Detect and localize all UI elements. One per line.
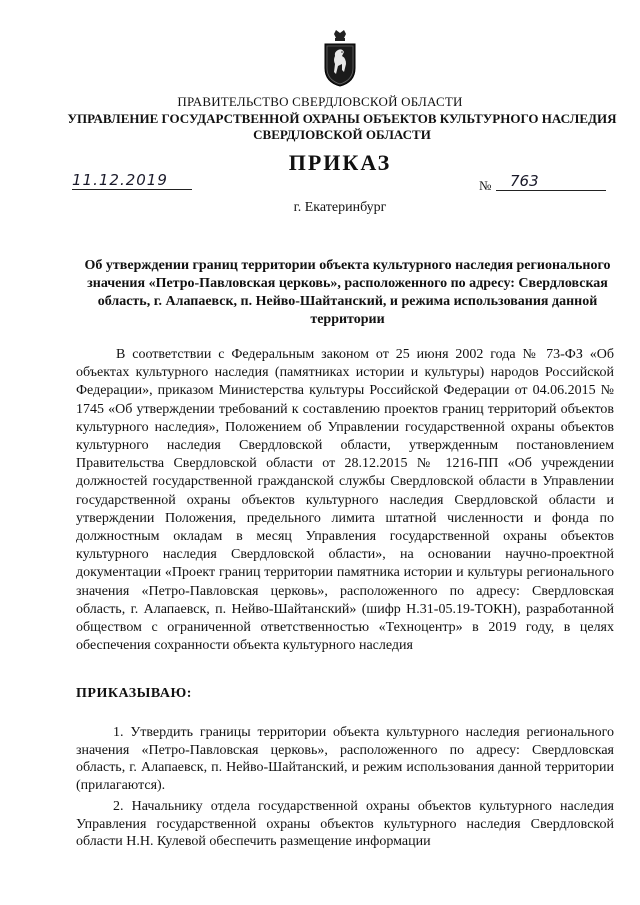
coat-of-arms-icon (322, 28, 358, 88)
number-field (496, 172, 606, 191)
order-items (76, 724, 614, 855)
order-item-2: 2. Начальнику отдела государственной охраны объектов культурного наследия Управления государственной охраны объектов культурного наследия Свердловской области Н.Н. Кулевой обеспечить размещение информации (76, 799, 614, 849)
government-name: ПРАВИТЕЛЬСТВО СВЕРДЛОВСКОЙ ОБЛАСТИ (177, 94, 463, 109)
order-subject: Об утверждении границ территории объекта культурного наследия регионального значения «Петро-Павловская церковь», расположенного по адресу: Свердловская область, г. Алапаевск, п. Нейво-Шайтанский, и режима использования данной территории (84, 258, 611, 327)
city-name: г. Екатеринбург (293, 200, 387, 215)
department-name: УПРАВЛЕНИЕ ГОСУДАРСТВЕННОЙ ОХРАНЫ ОБЪЕКТОВ КУЛЬТУРНОГО НАСЛЕДИЯ СВЕРДЛОВСКОЙ ОБЛАСТИ (67, 111, 617, 142)
order-heading: ПРИКАЗЫВАЮ: (76, 686, 192, 701)
number-label: № (479, 178, 492, 193)
date-field (72, 171, 192, 190)
preamble-paragraph: В соответствии с Федеральным законом от 25 июня 2002 года № 73-ФЗ «Об объектах культурного наследия (памятниках истории и культуры) народов Российской Федерации», приказом Министерства культуры Российской Федерации от 04.06.2015 № 1745 «Об утверждении требований к составлению проектов границ территорий объектов культурного наследия», Положением об Управлении государственной охраны объектов культурного наследия Свердловской области, утвержденным постановлением Правительства Свердловской области от 28.12.2015 № 1216-ПП «Об учреждении должностей государственной гражданской службы Свердловской области в Управлении государственной охраны объектов культурного наследия Свердловской области и утверждении Положения, предельного лимита штатной численности и фонда по должностным окладам в месяц Управления государственной охраны объектов культурного наследия Свердловской области», на основании научно-проектной документации «Проект границ территории памятника истории и культуры регионального значения «Петро-Павловская церковь», расположенного по адресу: Свердловская область, г. Алапаевск, п. Нейво-Шайтанский» (шифр Н.31-05.19-ТОКН), разработанной обществом с ограниченной ответственностью «Техноцентр» в 2019 году, в целях обеспечения сохранности объекта культурного наследия (76, 347, 614, 654)
date-handwritten: 11.12.2019 (72, 171, 168, 189)
number-handwritten: 763 (510, 172, 539, 190)
order-item-1: 1. Утвердить границы территории объекта культурного наследия регионального значения «Петро-Павловская церковь», расположенного по адресу: Свердловская область, г. Алапаевск, п. Нейво-Шайтанский, и режим использования данной территории (прилагаются). (76, 725, 614, 793)
document-type-title: ПРИКАЗ (288, 150, 392, 175)
preamble-section (76, 346, 614, 655)
